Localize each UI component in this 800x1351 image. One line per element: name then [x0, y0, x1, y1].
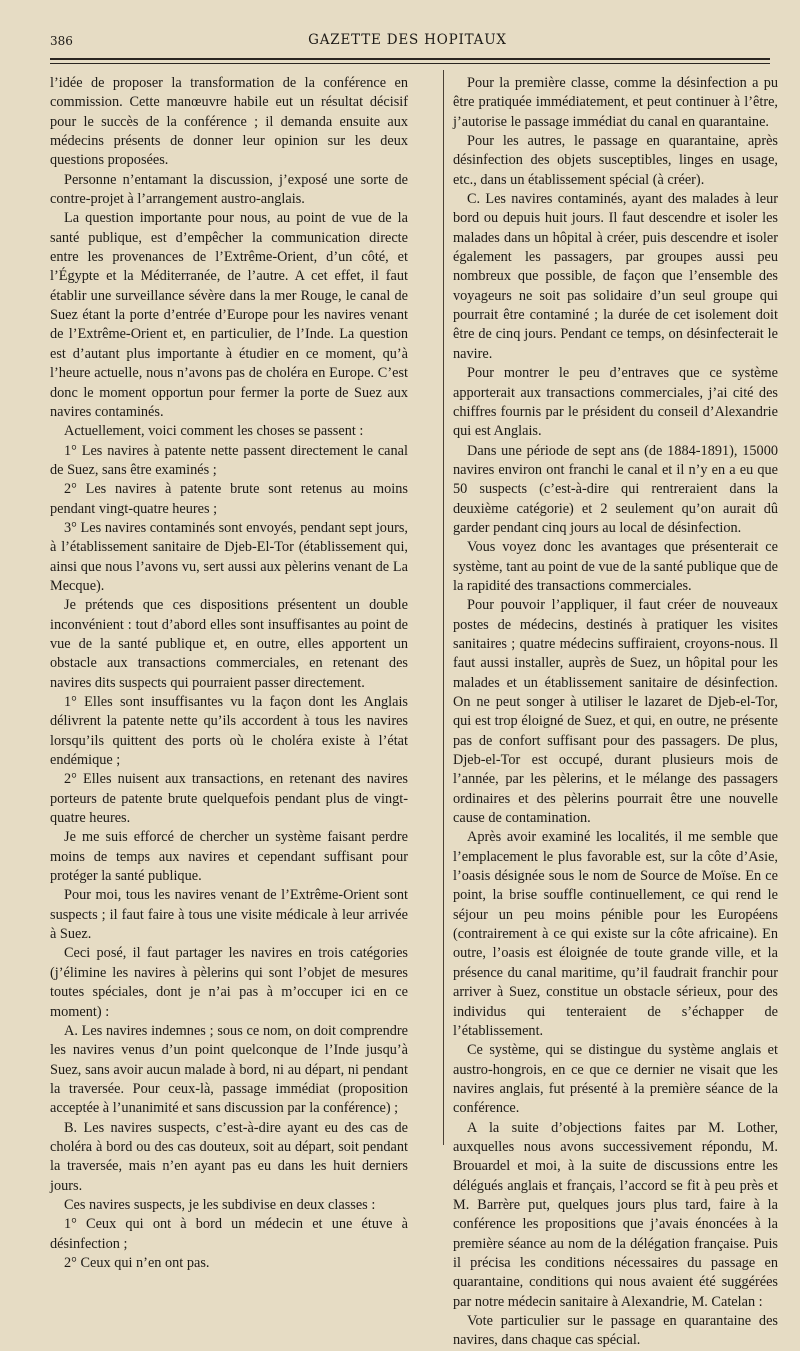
paragraph: 2° Ceux qui n’en ont pas. [64, 1254, 210, 1271]
paragraph: l’idée de proposer la transformation de la conférence en commission. Cette manœuvre habile eut un résultat décisif pour le succès de la conférence ; il demanda ensuite aux médecins présents de donner leur opinion sur les deux questions proposées. [50, 75, 408, 169]
paragraph: Pour pouvoir l’appliquer, il faut créer de nouveaux postes de médecins, destinés à pratiquer les visites sanitaires ; quatre médecins suffiraient, croyons-nous. Il faut aussi installer, auprès de Suez, un hôpital pour les malades et un établissement sanitaire de désinfection. On ne peut songer à utiliser le lazaret de Djeb-el-Tor, qui est trop éloigné de Suez, et qui, en outre, ne présente pas de confort suffisant pour des passagers. De plus, Djeb-el-Tor est occupé, durant plusieurs mois de l’année, par les pèlerins, et le mélange des passagers ordinaires et des pèlerins pourrait être une nouvelle cause de contamination. [453, 597, 778, 827]
paragraph: 3° Les navires contaminés sont envoyés, pendant sept jours, à l’établissement sanitaire de Djeb-El-Tor (établissement qui, ainsi que nous l’avons vu, sert aussi aux pèlerins venant de La Mecque). [50, 519, 408, 594]
paragraph: B. Les navires suspects, c’est-à-dire ayant eu des cas de choléra à bord ou des cas douteux, soit au départ, soit pendant la traversée, mais n’en ayant pas eu dans les huit derniers jours. [50, 1119, 408, 1194]
paragraph: Pour les autres, le passage en quarantaine, après désinfection des objets susceptibles, linges en usage, etc., dans un établissement spécial (à créer). [453, 133, 778, 188]
header-rule-thick [50, 58, 770, 60]
paragraph: Vote particulier sur le passage en quarantaine des navires, dans chaque cas spécial. [453, 1313, 778, 1349]
paragraph: C. Les navires contaminés, ayant des malades à leur bord ou depuis huit jours. Il faut descendre et isoler les malades dans un hôpital à créer, puis descendre et isoler également les passagers, par groupes aussi peu nombreux que possible, de façon que l’ensemble des voyageurs ne soit pas solidaire d’un seul groupe qui pourrait être contaminé ; la durée de cet isolement doit être de cinq jours. Pendant ce temps, on désinfecterait le navire. [453, 191, 778, 362]
paragraph: Pour la première classe, comme la désinfection a pu être pratiquée immédiatement, et peut continuer à l’être, j’autorise le passage immédiat du canal en quarantaine. [453, 75, 778, 130]
right-column [453, 74, 778, 1351]
page-header [50, 32, 765, 52]
paragraph: Pour montrer le peu d’entraves que ce système apporterait aux transactions commerciales, j’ai cité des chiffres fournis par le président du conseil d’Alexandrie qui est Anglais. [453, 365, 778, 440]
paragraph: 2° Elles nuisent aux transactions, en retenant des navires porteurs de patente brute quelquefois pendant plus de vingt-quatre heures. [50, 771, 408, 827]
header-rule-thin [50, 63, 770, 64]
left-column [50, 74, 408, 1273]
page-number: 386 [50, 34, 73, 48]
publication-title: GAZETTE DES HOPITAUX [308, 32, 507, 48]
paragraph: Je me suis efforcé de chercher un système faisant perdre moins de temps aux navires et cependant suffisant pour protéger la santé publique. [50, 829, 408, 885]
paragraph: Je prétends que ces dispositions présentent un double inconvénient : tout d’abord elles sont insuffisantes au point de vue de la santé publique et, en outre, elles apportent un obstacle aux transactions commerciales, en retenant des navires dits suspects qui pourraient passer directement. [50, 597, 408, 691]
paragraph: 1° Elles sont insuffisantes vu la façon dont les Anglais délivrent la patente nette qu’ils accordent à tous les navires lorsqu’ils quittent des ports où le choléra existe à l’état endémique ; [50, 694, 408, 769]
paragraph: 2° Les navires à patente brute sont retenus au moins pendant vingt-quatre heures ; [50, 481, 408, 517]
paragraph: Pour moi, tous les navires venant de l’Extrême-Orient sont suspects ; il faut faire à tous une visite médicale à leur arrivée à Suez. [50, 887, 408, 943]
paragraph: 1° Les navires à patente nette passent directement le canal de Suez, sans être examinés ; [50, 442, 408, 478]
paragraph: A. Les navires indemnes ; sous ce nom, on doit comprendre les navires venus d’un point quelconque de l’Inde jusqu’à Suez, sans avoir aucun malade à bord, ni au départ, ni pendant la traversée. Pour ceux-là, passage immédiat (proposition acceptée à l’unanimité et sans discussion par la conférence) ; [50, 1022, 408, 1117]
paragraph: Actuellement, voici comment les choses se passent : [64, 423, 364, 440]
paragraph: 1° Ceux qui ont à bord un médecin et une étuve à désinfection ; [50, 1216, 408, 1252]
paragraph: Personne n’entamant la discussion, j’exposé une sorte de contre-projet à l’arrangement austro-anglais. [50, 171, 408, 208]
paragraph: Dans une période de sept ans (de 1884-1891), 15000 navires environ ont franchi le canal et il n’y en a eu que 50 suspects (c’est-à-dire qui rentreraient dans la deuxième catégorie) et 2 seulement qu’on aurait dû garder pendant cinq jours au local de désinfection. [453, 442, 778, 536]
paragraph: La question importante pour nous, au point de vue de la santé publique, est d’empêcher la communication directe entre les provenances de l’Extrême-Orient, d’un côté, et l’Égypte et la Méditerranée, de l’autre. A cet effet, il faut établir une surveillance sévère dans la mer Rouge, le canal de Suez étant la porte d’entrée d’Europe pour les navires venant de l’Extrême-Orient et, en particulier, de l’Inde. La question est d’autant plus importante à étudier en ce moment, qu’à l’heure actuelle, nous n’avons pas de choléra en Europe. C’est donc le moment opportun pour fermer la porte de Suez aux navires contaminés. [50, 210, 408, 420]
paragraph: A la suite d’objections faites par M. Lother, auxquelles nous avons successivement répondu, M. Brouardel et moi, à la suite de discussions entre les délégués anglais et français, l’accord se fit à peu près et M. Barrère put, quelques jours plus tard, faire à la conférence les propositions que j’avais énoncées à la première séance au nom de la délégation française. Puis il précisa les conditions nécessaires du passage en quarantaine, conditions qui nous avaient été suggérées par notre médecin sanitaire à Alexandrie, M. Catelan : [453, 1119, 778, 1310]
paragraph: Ce système, qui se distingue du système anglais et austro-hongrois, en ce que ce dernier ne visait que les navires anglais, fut présenté à la première séance de la conférence. [453, 1042, 778, 1117]
paragraph: Ces navires suspects, je les subdivise en deux classes : [64, 1196, 376, 1213]
paragraph: Ceci posé, il faut partager les navires en trois catégories (j’élimine les navires à pèlerins qui sont l’objet de mesures toutes spéciales, dont je n’ai pas à m’occuper ici en ce moment) : [50, 945, 408, 1020]
paragraph: Après avoir examiné les localités, il me semble que l’emplacement le plus favorable est, sur la côte d’Asie, l’oasis désignée sous le nom de Source de Moïse. En ce point, la brise souffle continuellement, ce qui rend le séjour un peu moins pénible pour les Européens (contrairement à ce qui existe sur la côte africaine). En outre, l’oasis est éloignée de toute grande ville, et la présence du canal maritime, qu’il faudrait franchir pour arriver à Suez, constitue un obstacle sérieux, pour des individus qui tenteraient de s’échapper de l’établissement. [453, 829, 778, 1039]
column-divider [443, 70, 444, 1145]
paragraph: Vous voyez donc les avantages que présenterait ce système, tant au point de vue de la santé publique que de la rapidité des transactions commerciales. [453, 539, 778, 594]
